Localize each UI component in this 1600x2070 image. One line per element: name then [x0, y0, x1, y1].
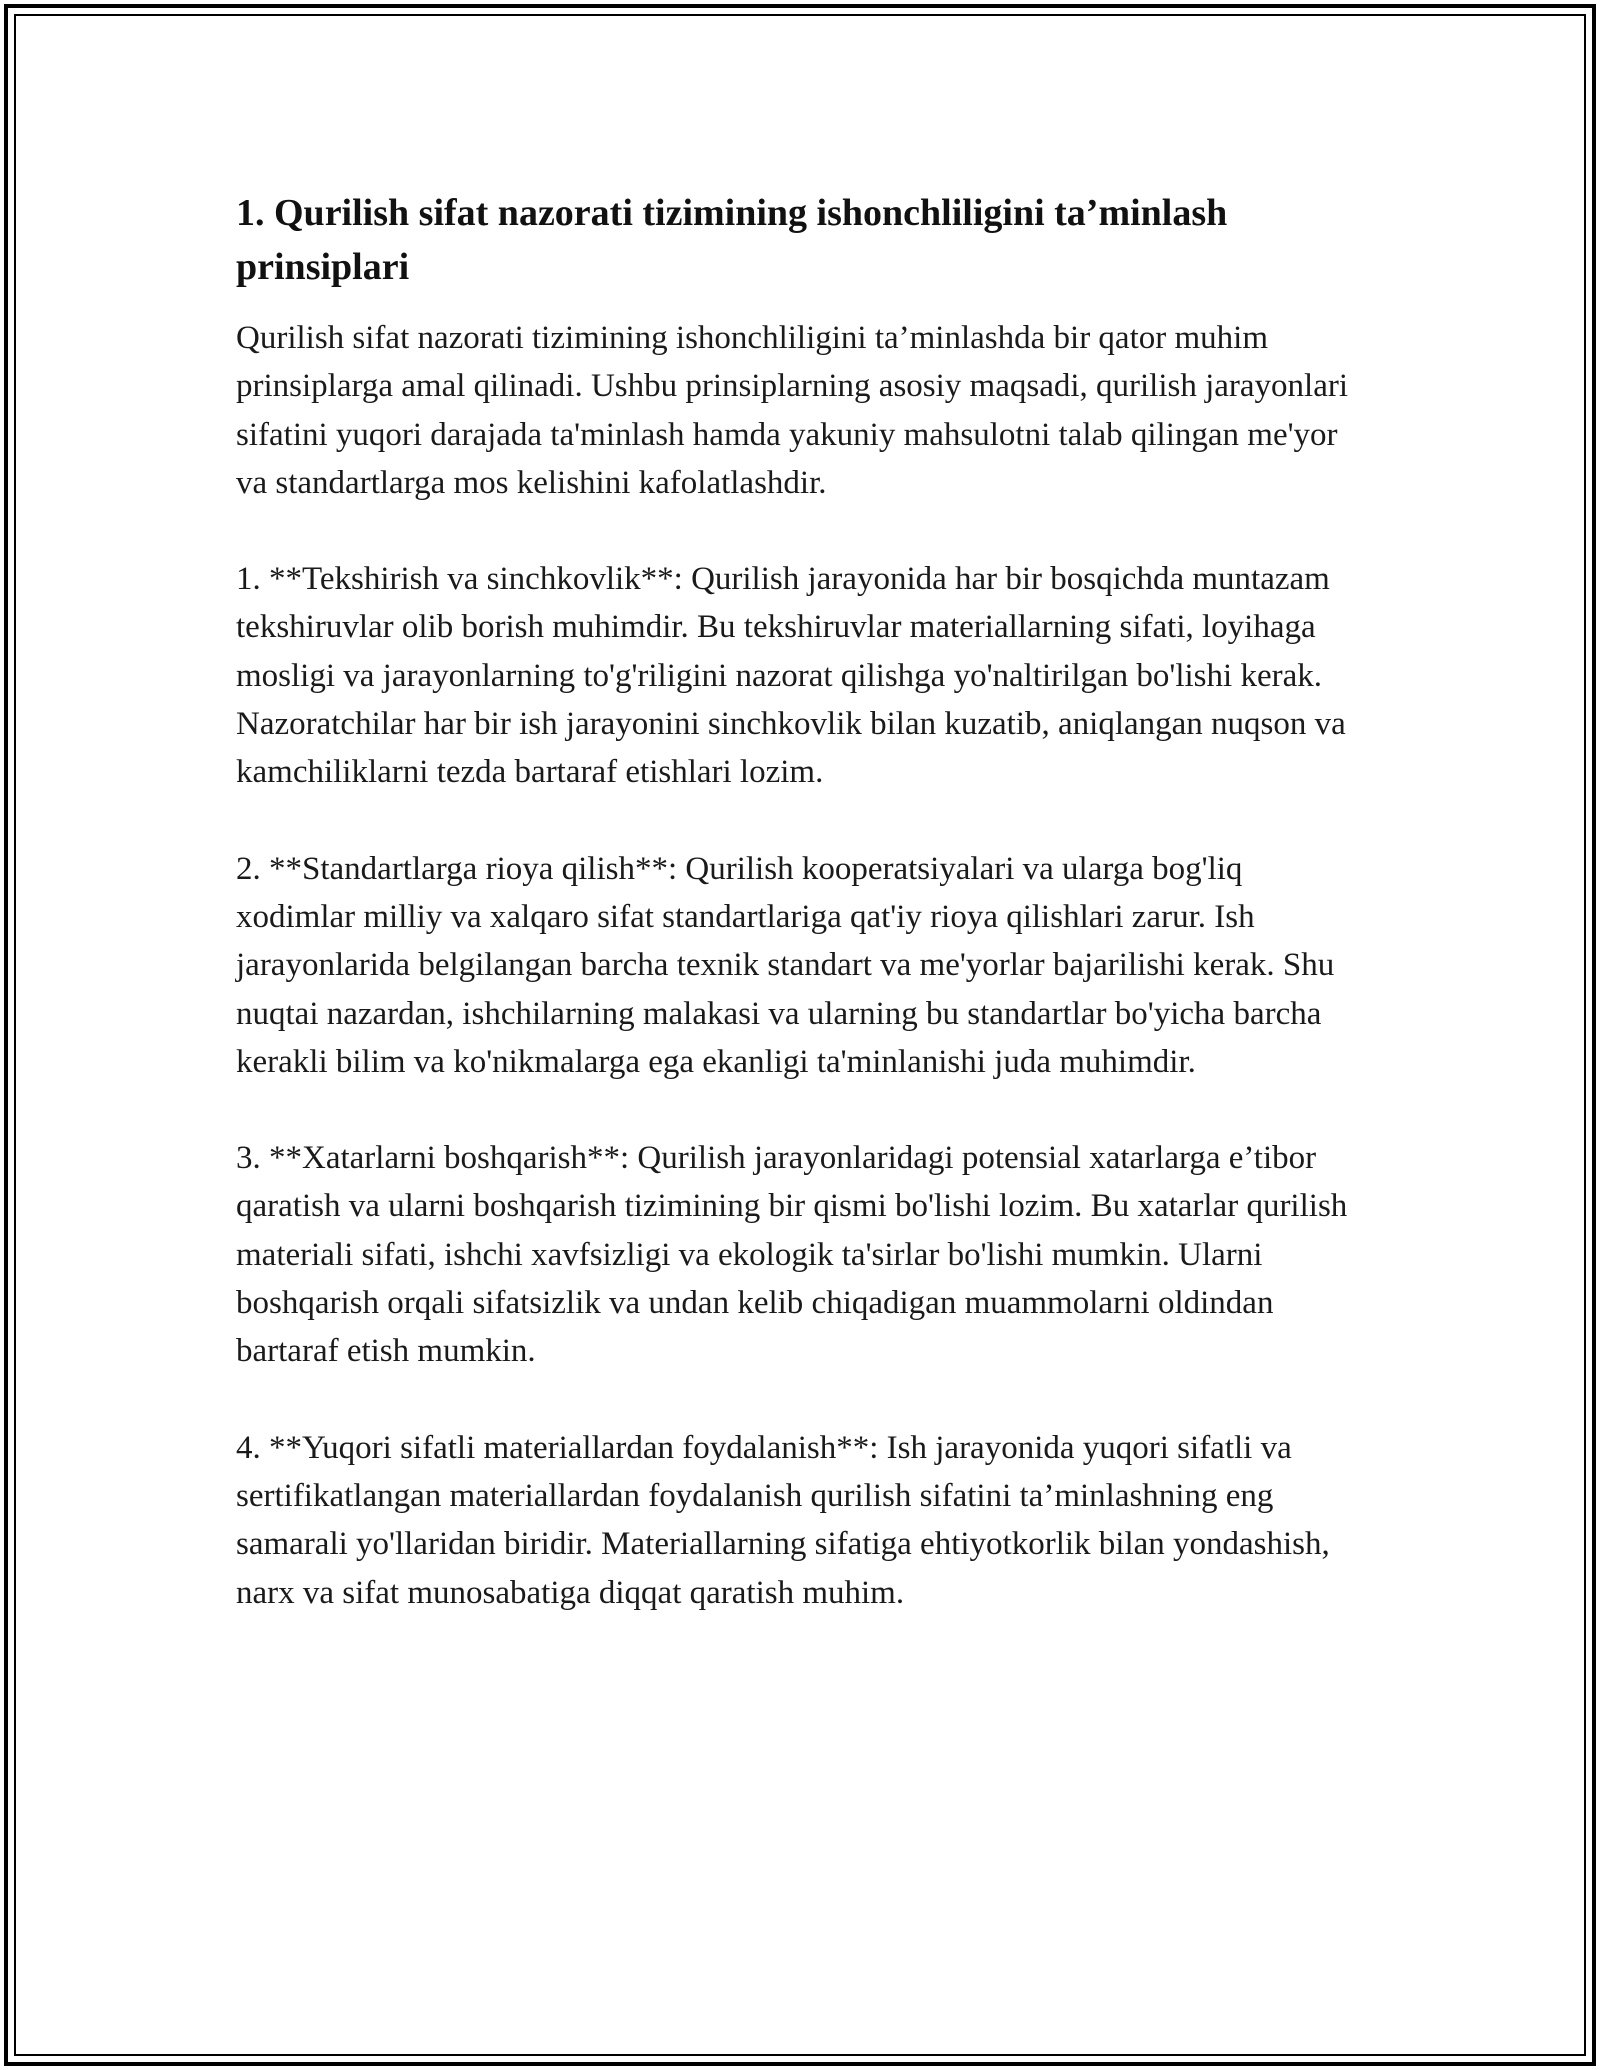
principle-1-paragraph: 1. **Tekshirish va sinchkovlik**: Qurilish jarayonida har bir bosqichda muntazam tekshiruvlar olib borish muhimdir. Bu tekshiruvlar materiallarning sifati, loyihaga mosligi va jarayonlarning to'g'riligini nazorat qilishga yo'naltirilgan bo'lishi kerak. Nazoratchilar har bir ish jarayonini sinchkovlik bilan kuzatib, aniqlangan nuqson va kamchiliklarni tezda bartaraf etishlari lozim. — [236, 561, 1346, 791]
intro-paragraph: Qurilish sifat nazorati tizimining ishonchliligini ta’minlashda bir qator muhim prinsiplarga amal qilinadi. Ushbu prinsiplarning asosiy maqsadi, qurilish jarayonlari sifatini yuqori darajada ta'minlash hamda yakuniy mahsulotni talab qilingan me'yor va standartlarga mos kelishini kafolatlashdir. — [236, 320, 1349, 501]
principle-4-paragraph: 4. **Yuqori sifatli materiallardan foydalanish**: Ish jarayonida yuqori sifatli va sertifikatlangan materiallardan foydalanish qurilish sifatini ta’minlashning eng samarali yo'llaridan biridir. Materiallarning sifatiga ehtiyotkorlik bilan yondashish, narx va sifat munosabatiga diqqat qaratish muhim. — [236, 1429, 1330, 1611]
document-body — [236, 186, 1366, 1665]
principle-2-paragraph: 2. **Standartlarga rioya qilish**: Qurilish kooperatsiyalari va ularga bog'liq xodimlar milliy va xalqaro sifat standartlariga qat'iy rioya qilishlari zarur. Ish jarayonlarida belgilangan barcha texnik standart va me'yorlar bajarilishi kerak. Shu nuqtai nazardan, ishchilarning malakasi va ularning bu standartlar bo'yicha barcha kerakli bilim va ko'nikmalarga ega ekanligi ta'minlanishi juda muhimdir. — [236, 850, 1335, 1080]
principle-3-paragraph: 3. **Xatarlarni boshqarish**: Qurilish jarayonlaridagi potensial xatarlarga e’tibor qaratish va ularni boshqarish tizimining bir qismi bo'lishi lozim. Bu xatarlar qurilish materiali sifati, ishchi xavfsizligi va ekologik ta'sirlar bo'lishi mumkin. Ularni boshqarish orqali sifatsizlik va undan kelib chiqadigan muammolarni oldindan bartaraf etish mumkin. — [236, 1140, 1348, 1370]
section-heading: 1. Qurilish sifat nazorati tizimining ishonchliligini ta’minlash prinsiplari — [236, 192, 1228, 288]
